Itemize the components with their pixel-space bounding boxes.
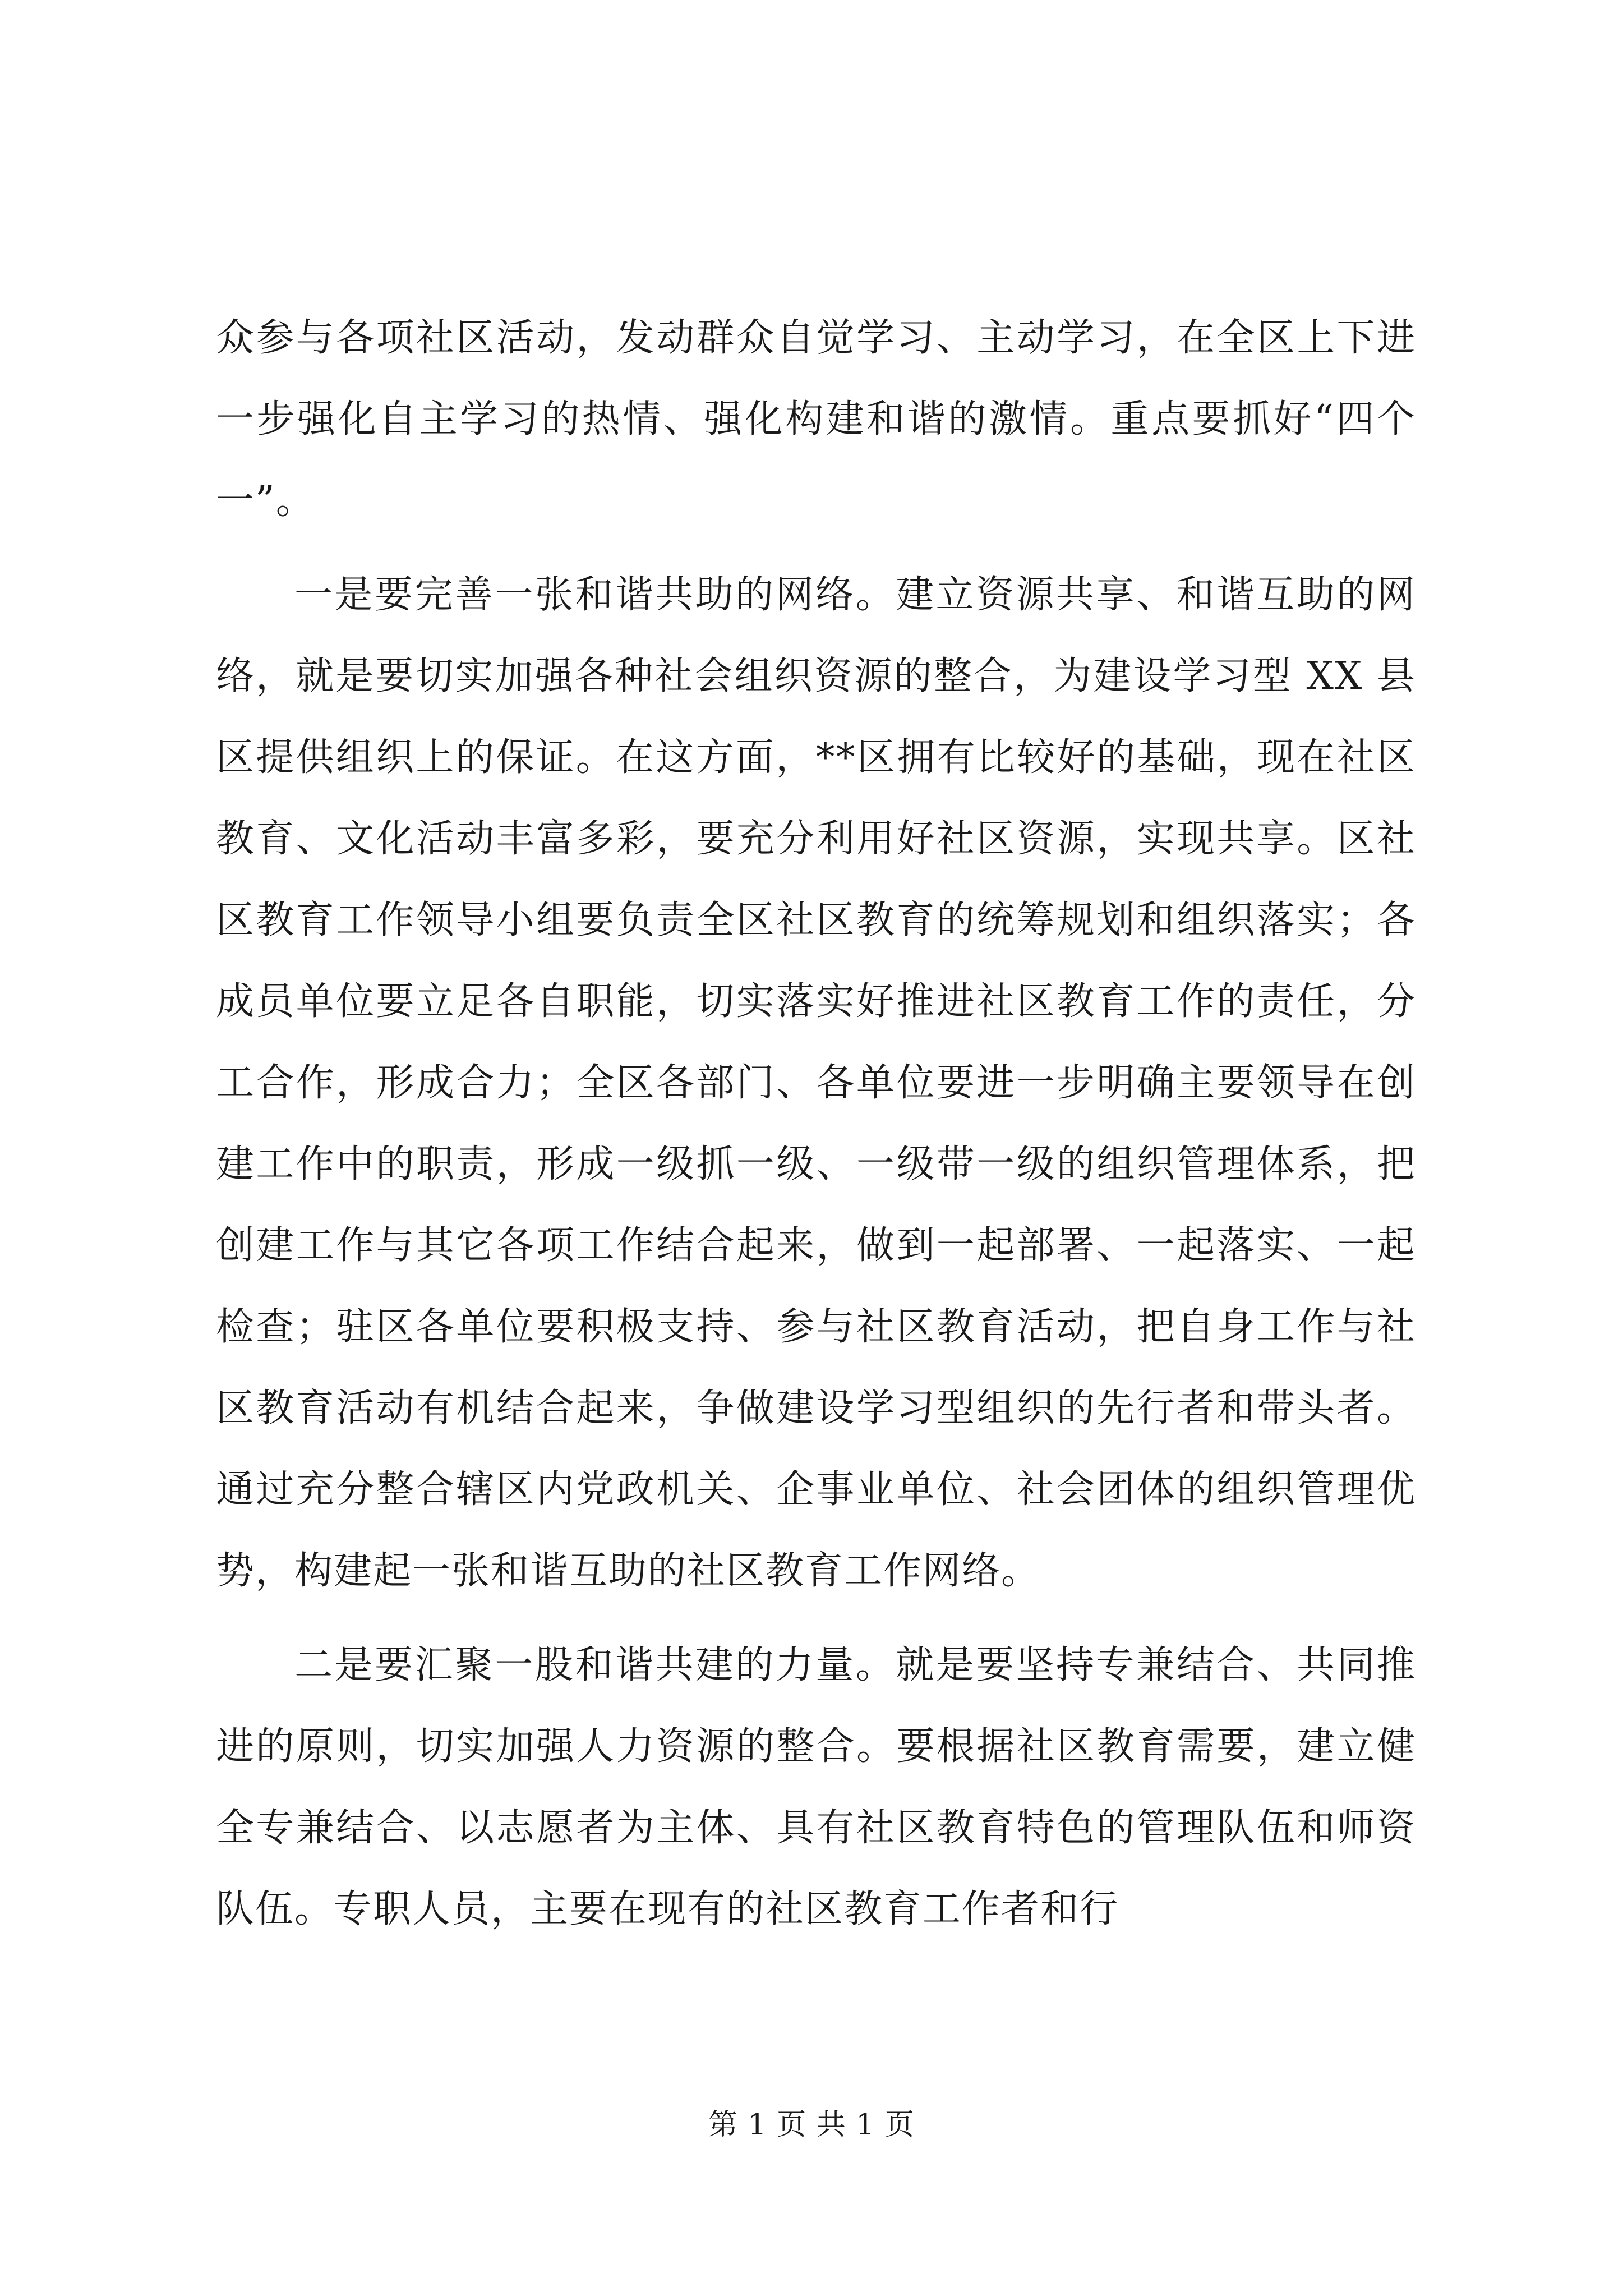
document-body [216, 297, 1416, 1963]
page-footer: 第 1 页 共 1 页 [708, 2108, 915, 2142]
paragraph-3: 二是要汇聚一股和谐共建的力量。就是要坚持专兼结合、共同推进的原则，切实加强人力资源的整合。要根据社区教育需要，建立健全专兼结合、以志愿者为主体、具有社区教育特色的管理队伍和师资队伍。专职人员，主要在现有的社区教育工作者和行 [216, 1643, 1416, 1931]
paragraph-1: 众参与各项社区活动，发动群众自觉学习、主动学习，在全区上下进一步强化自主学习的热情、强化构建和谐的激情。重点要抓好“四个一”。 [216, 316, 1416, 523]
paragraph-2: 一是要完善一张和谐共助的网络。建立资源共享、和谐互助的网络，就是要切实加强各种社会组织资源的整合，为建设学习型 XX 县区提供组织上的保证。在这方面，**区拥有比较好的基础，现在社区教育、文化活动丰富多彩，要充分利用好社区资源，实现共享。区社区教育工作领导小组要负责全区社区教育的统筹规划和组织落实；各成员单位要立足各自职能，切实落实好推进社区教育工作的责任，分工合作，形成合力；全区各部门、各单位要进一步明确主要领导在创建工作中的职责，形成一级抓一级、一级带一级的组织管理体系，把创建工作与其它各项工作结合起来，做到一起部署、一起落实、一起检查；驻区各单位要积极支持、参与社区教育活动，把自身工作与社区教育活动有机结合起来，争做建设学习型组织的先行者和带头者。通过充分整合辖区内党政机关、企事业单位、社会团体的组织管理优势，构建起一张和谐互助的社区教育工作网络。 [216, 573, 1416, 1593]
